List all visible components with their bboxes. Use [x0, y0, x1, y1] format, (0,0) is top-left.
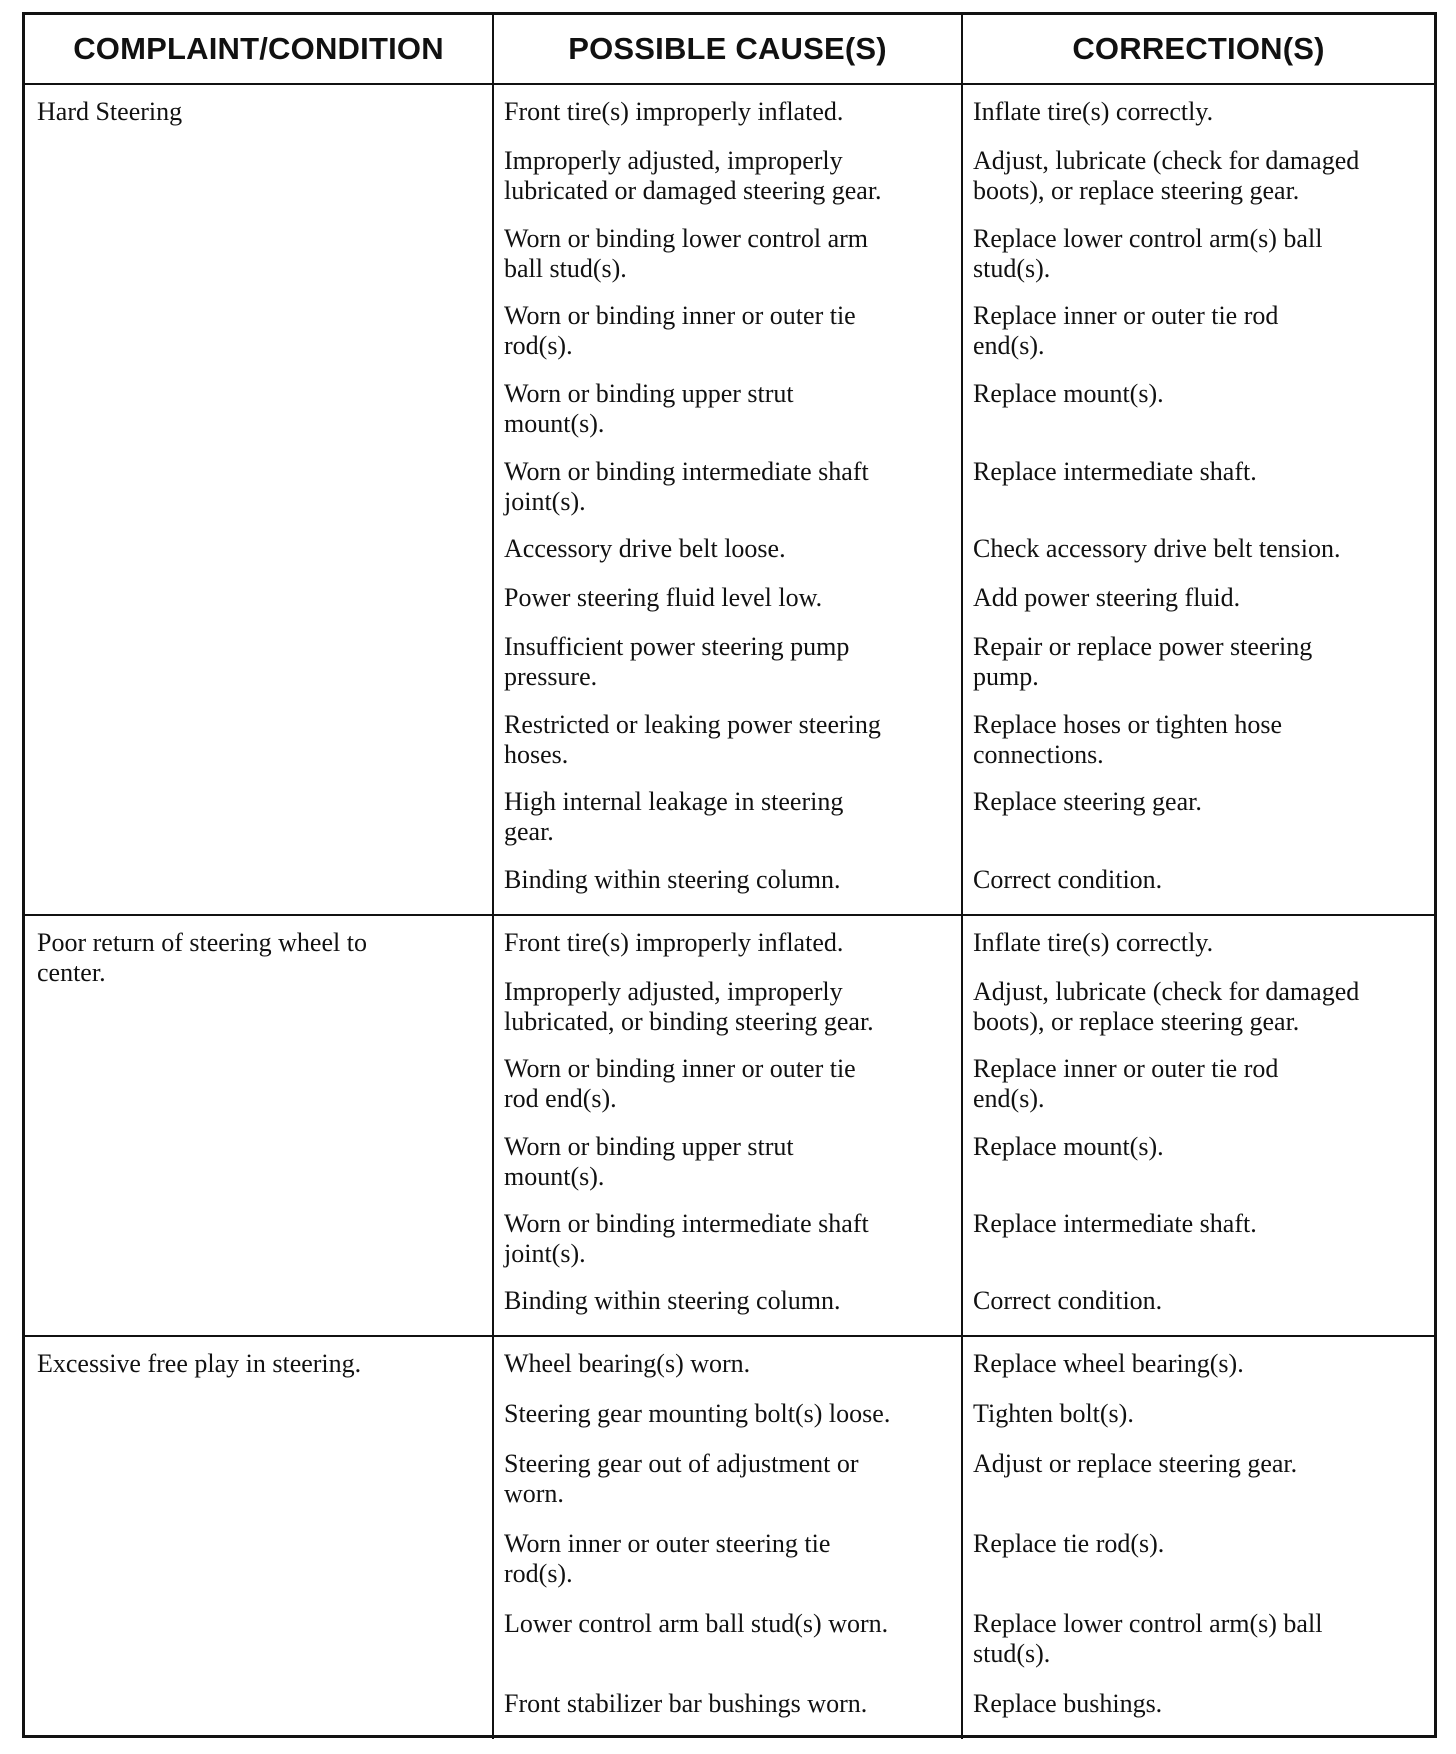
cause-item: Worn inner or outer steering tie rod(s).: [504, 1529, 831, 1588]
cause-item: Worn or binding upper strut mount(s).: [504, 1131, 794, 1191]
correction-item: Repair or replace power steering pump.: [973, 632, 1313, 692]
cause-item: Worn or binding upper strut mount(s).: [504, 378, 794, 438]
possible-causes-cell: [494, 916, 963, 1337]
cause-item: Restricted or leaking power steering hoses.: [504, 709, 881, 769]
correction-item: Tighten bolt(s).: [973, 1399, 1134, 1428]
cause-item: Steering gear mounting bolt(s) loose.: [504, 1399, 891, 1428]
cause-item: Wheel bearing(s) worn.: [504, 1349, 751, 1378]
cause-item: Power steering fluid level low.: [504, 583, 823, 613]
correction-item: Correct condition.: [973, 1286, 1163, 1316]
correction-item: Replace intermediate shaft.: [973, 456, 1257, 486]
header-complaint: COMPLAINT/CONDITION: [25, 15, 494, 85]
correction-item: Replace inner or outer tie rod end(s).: [973, 1054, 1279, 1114]
correction-item: Replace lower control arm(s) ball stud(s).: [973, 1609, 1323, 1668]
cause-item: Front stabilizer bar bushings worn.: [504, 1689, 868, 1718]
correction-item: Adjust, lubricate (check for damaged boots), or replace steering gear.: [973, 976, 1360, 1036]
correction-item: Adjust or replace steering gear.: [973, 1449, 1298, 1478]
correction-item: Inflate tire(s) correctly.: [973, 97, 1214, 126]
cause-item: Improperly adjusted, improperly lubricated, or binding steering gear.: [504, 976, 874, 1036]
possible-causes-cell: [494, 1337, 963, 1739]
cause-item: Worn or binding lower control arm ball stud(s).: [504, 223, 868, 283]
corrections-cell: [963, 1337, 1434, 1739]
corrections-cell: [963, 916, 1434, 1337]
complaint-cell: Hard Steering: [25, 85, 494, 916]
correction-item: Replace lower control arm(s) ball stud(s).: [973, 223, 1323, 283]
header-possible-cause: POSSIBLE CAUSE(S): [494, 15, 963, 85]
complaint-cell: Poor return of steering wheel to center.: [25, 916, 494, 1337]
possible-causes-cell: [494, 85, 963, 916]
cause-item: Improperly adjusted, improperly lubricated or damaged steering gear.: [504, 145, 882, 205]
correction-item: Replace intermediate shaft.: [973, 1208, 1257, 1238]
cause-item: Lower control arm ball stud(s) worn.: [504, 1609, 889, 1638]
cause-item: Front tire(s) improperly inflated.: [504, 928, 844, 957]
diagnosis-table: [22, 12, 1437, 1738]
cause-item: Worn or binding intermediate shaft joint(s).: [504, 1208, 869, 1268]
correction-item: Inflate tire(s) correctly.: [973, 928, 1214, 957]
complaint-cell: Excessive free play in steering.: [25, 1337, 494, 1739]
correction-item: Replace wheel bearing(s).: [973, 1349, 1244, 1378]
cause-item: Worn or binding intermediate shaft joint(s).: [504, 456, 869, 516]
header-correction: CORRECTION(S): [963, 15, 1434, 85]
cause-item: High internal leakage in steering gear.: [504, 787, 844, 847]
correction-item: Replace hoses or tighten hose connections.: [973, 709, 1283, 769]
cause-item: Front tire(s) improperly inflated.: [504, 97, 844, 126]
correction-item: Replace mount(s).: [973, 378, 1164, 408]
correction-item: Replace mount(s).: [973, 1131, 1164, 1161]
corrections-cell: [963, 85, 1434, 916]
cause-item: Worn or binding inner or outer tie rod(s).: [504, 301, 856, 361]
cause-item: Accessory drive belt loose.: [504, 534, 786, 564]
correction-item: Replace tie rod(s).: [973, 1529, 1165, 1558]
correction-item: Correct condition.: [973, 865, 1163, 895]
correction-item: Replace bushings.: [973, 1689, 1163, 1718]
cause-item: Steering gear out of adjustment or worn.: [504, 1449, 859, 1508]
correction-item: Check accessory drive belt tension.: [973, 534, 1341, 564]
correction-item: Replace steering gear.: [973, 787, 1202, 817]
correction-item: Adjust, lubricate (check for damaged boots), or replace steering gear.: [973, 145, 1360, 205]
correction-item: Replace inner or outer tie rod end(s).: [973, 301, 1279, 361]
cause-item: Binding within steering column.: [504, 865, 841, 895]
correction-item: Add power steering fluid.: [973, 583, 1241, 613]
cause-item: Insufficient power steering pump pressure.: [504, 632, 850, 692]
cause-item: Worn or binding inner or outer tie rod end(s).: [504, 1054, 856, 1114]
cause-item: Binding within steering column.: [504, 1286, 841, 1316]
